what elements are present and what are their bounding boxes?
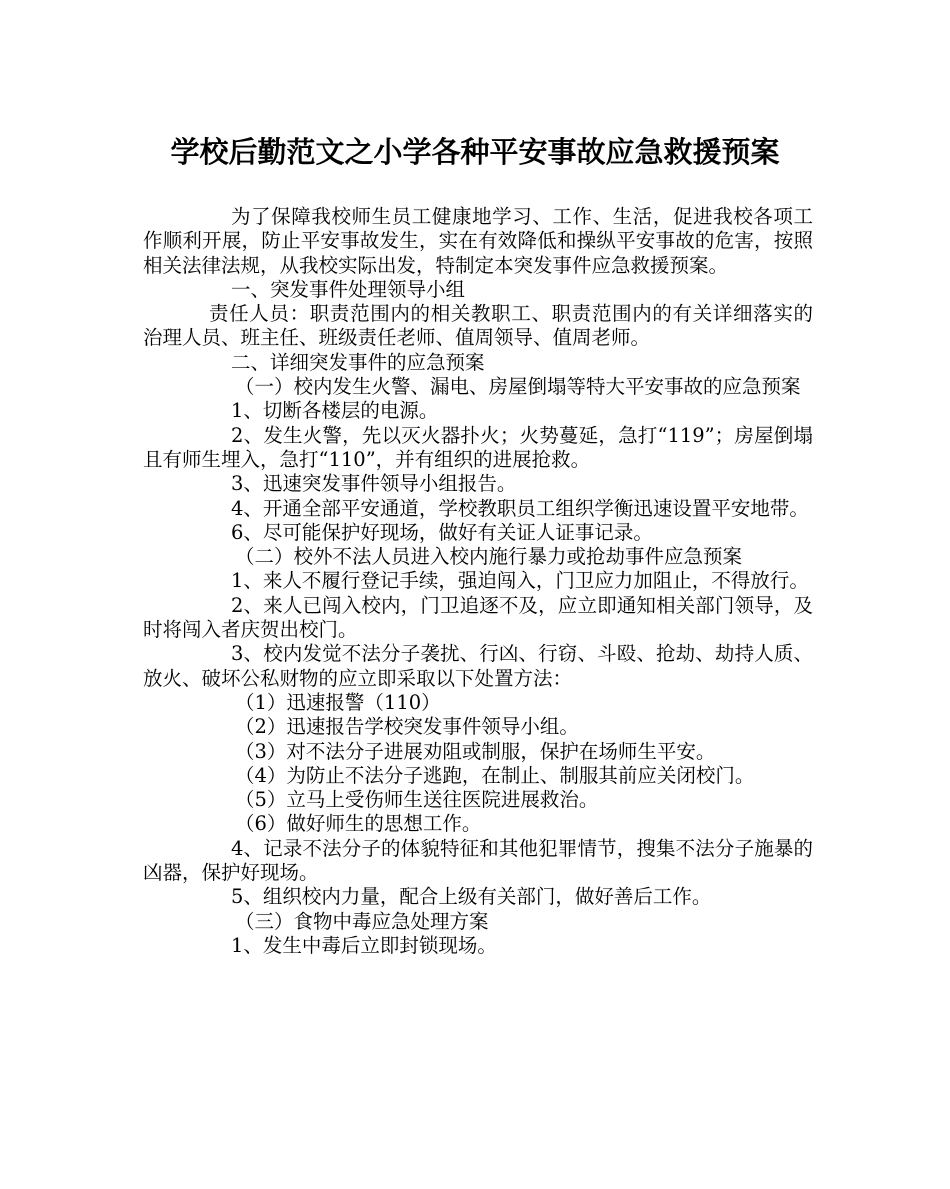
document-title: 学校后勤范文之小学各种平安事故应急救援预案 [170, 135, 780, 169]
paragraph-intro: 为了保障我校师生员工健康地学习、工作、生活，促进我校各项工作顺利开展，防止平安事故发生，实在有效降低和操纵平安事故的危害，按照相关法律法规，从我校实际出发，特制定本突发事件应急救援预案。 [143, 205, 813, 277]
paragraph-responsible: 责任人员：职责范围内的相关教职工、职责范围内的有关详细落实的治理人员、班主任、班级责任老师、值周领导、值周老师。 [143, 302, 813, 350]
section-heading-1: 一、突发事件处理领导小组 [231, 277, 466, 301]
list-item: 1、发生中毒后立即封锁现场。 [231, 933, 497, 957]
sub-list-item: （6）做好师生的思想工作。 [235, 812, 482, 836]
sub-list-item: （4）为防止不法分子逃跑，在制止、制服其前应关闭校门。 [235, 763, 755, 787]
subsection-heading-3: （三）食物中毒应急处理方案 [235, 909, 489, 933]
list-item: 2、发生火警，先以灭火器扑火；火势蔓延，急打“119”；房屋倒塌且有师生埋入，急打“110”，并有组织的进展抢救。 [143, 423, 813, 471]
sub-list-item: （5）立马上受伤师生送往医院进展救治。 [235, 788, 599, 812]
sub-list-item: （3）对不法分子进展劝阻或制服，保护在场师生平安。 [235, 739, 716, 763]
document-body [143, 205, 813, 958]
subsection-heading-2: （二）校外不法人员进入校内施行暴力或抢劫事件应急预案 [235, 545, 743, 569]
sub-list-item: （1）迅速报警（110） [235, 690, 441, 714]
list-item: 4、开通全部平安通道，学校教职员工组织学衡迅速设置平安地带。 [231, 496, 809, 520]
list-item: 2、来人已闯入校内，门卫追逐不及，应立即通知相关部门领导，及时将闯入者庆贺出校门。 [143, 593, 813, 642]
list-item: 5、组织校内力量，配合上级有关部门，做好善后工作。 [231, 885, 712, 909]
list-item: 3、校内发觉不法分子袭扰、行凶、行窃、斗殴、抢劫、劫持人质、放火、破坏公私财物的应立即采取以下处置方法： [143, 642, 813, 690]
list-item: 6、尽可能保护好现场，做好有关证人证事记录。 [231, 520, 653, 544]
list-item: 4、记录不法分子的体貌特征和其他犯罪情节，搜集不法分子施暴的凶器，保护好现场。 [143, 836, 813, 885]
list-item: 1、来人不履行登记手续，强迫闯入，门卫应力加阻止，不得放行。 [231, 569, 809, 593]
subsection-heading-1: （一）校内发生火警、漏电、房屋倒塌等特大平安事故的应急预案 [235, 375, 801, 399]
list-item: 3、迅速突发事件领导小组报告。 [231, 472, 517, 496]
sub-list-item: （2）迅速报告学校突发事件领导小组。 [235, 715, 579, 739]
list-item: 1、切断各楼层的电源。 [231, 399, 439, 423]
section-heading-2: 二、详细突发事件的应急预案 [231, 350, 485, 374]
